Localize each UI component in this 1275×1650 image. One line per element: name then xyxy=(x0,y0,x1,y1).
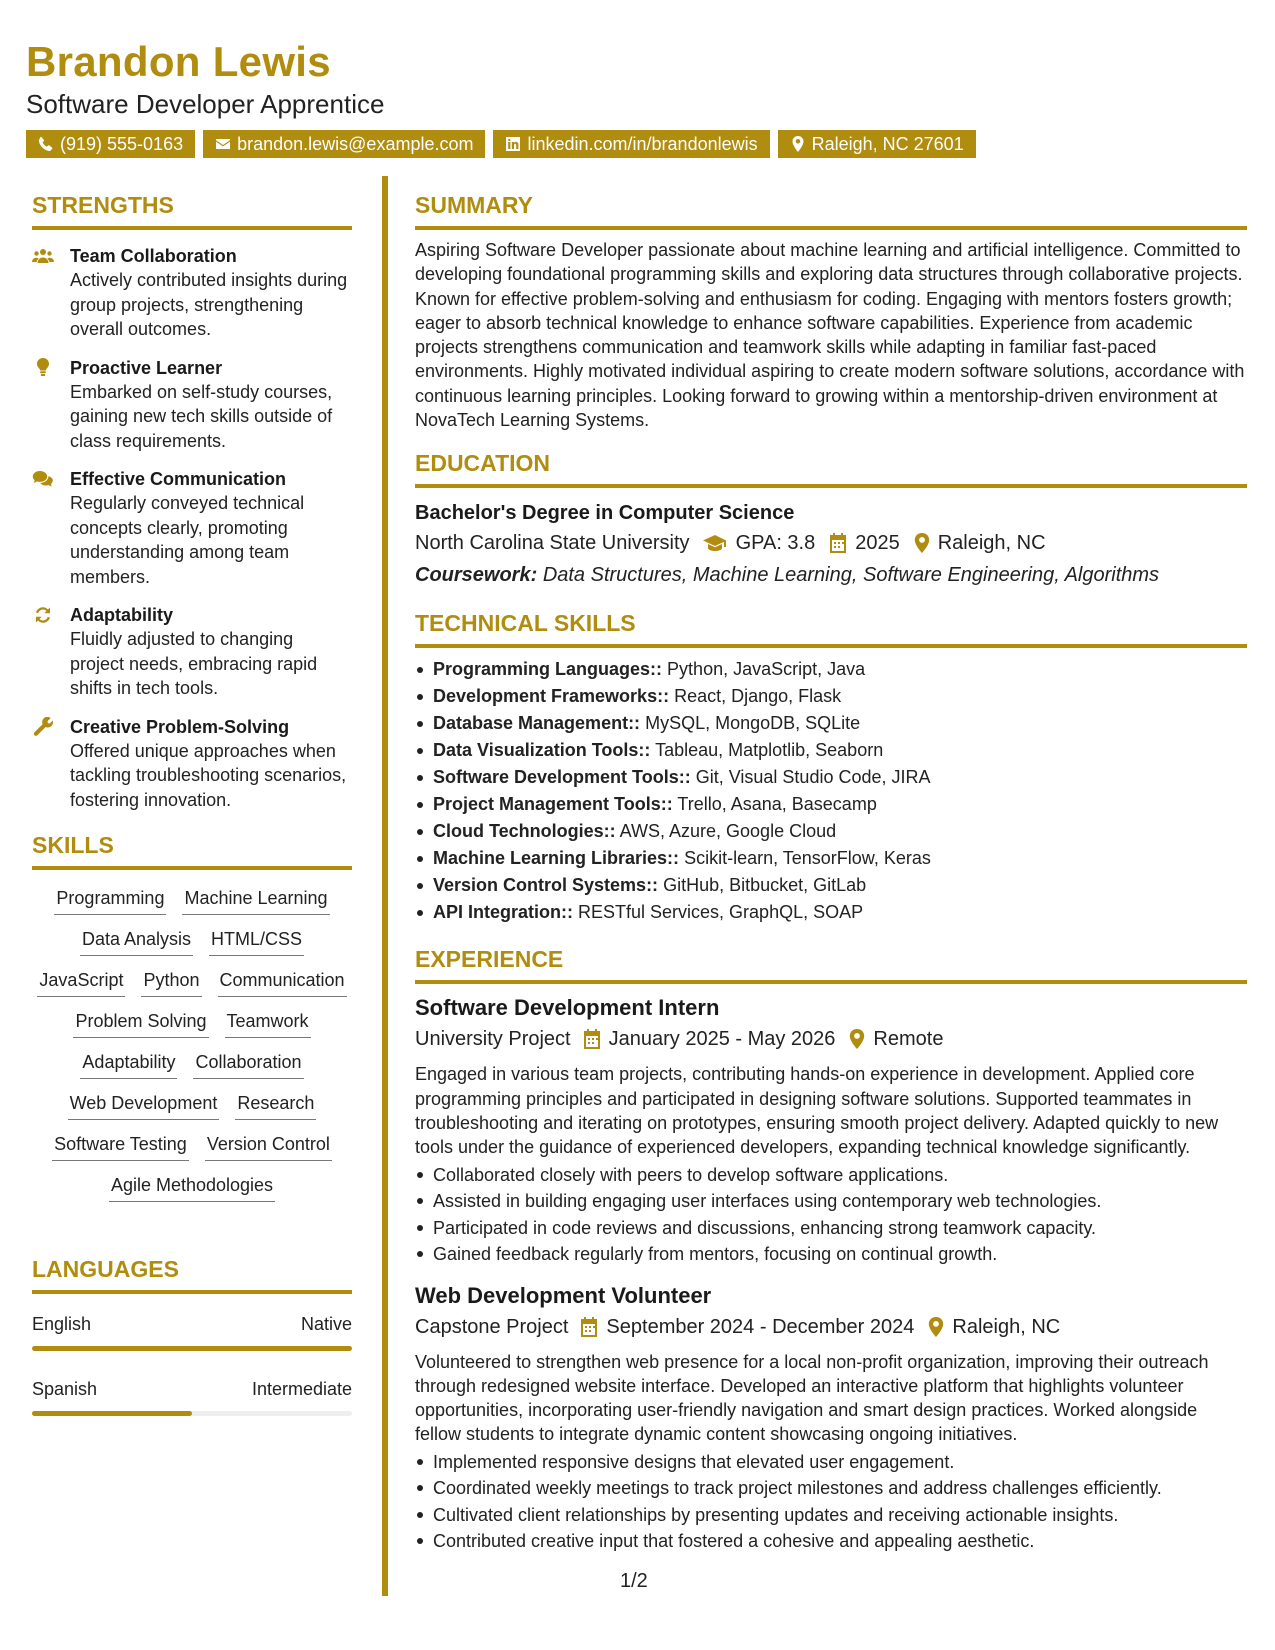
map-pin-icon xyxy=(790,136,806,152)
languages-section xyxy=(32,1254,352,1416)
contact-linkedin-text: linkedin.com/in/brandonlewis xyxy=(527,134,758,154)
technical-skill-value: GitHub, Bitbucket, GitLab xyxy=(663,875,867,896)
column-divider xyxy=(382,176,388,1596)
technical-skill-value: MySQL, MongoDB, SQLite xyxy=(645,713,861,734)
technical-skill-item xyxy=(415,791,1247,818)
strengths-section xyxy=(32,190,352,812)
strength-desc: Offered unique approaches when tackling troubleshooting scenarios, fostering innovation. xyxy=(70,740,347,810)
strength-title: Effective Communication xyxy=(70,469,287,489)
job-bullet: Coordinated weekly meetings to track project milestones and address challenges efficiently. xyxy=(415,1475,1247,1502)
technical-skill-label: Programming Languages:: xyxy=(433,659,663,680)
linkedin-icon xyxy=(505,136,521,152)
section-rule xyxy=(32,1290,352,1294)
calendar-icon xyxy=(580,1317,598,1337)
job-bullet: Implemented responsive designs that elevated user engagement. xyxy=(415,1449,1247,1476)
technical-skill-label: Database Management:: xyxy=(433,713,641,734)
graduation-cap-icon xyxy=(702,533,728,553)
skill-tag: Programming xyxy=(54,886,166,915)
strength-title: Creative Problem-Solving xyxy=(70,716,290,737)
technical-skill-item xyxy=(415,845,1247,872)
technical-skill-item xyxy=(415,683,1247,710)
technical-skill-label: Machine Learning Libraries:: xyxy=(433,848,680,869)
section-rule xyxy=(415,484,1247,488)
map-pin-icon xyxy=(914,533,930,553)
job-bullets xyxy=(415,1449,1247,1555)
language-name: English xyxy=(32,1314,92,1334)
technical-skill-value: Python, JavaScript, Java xyxy=(667,659,866,680)
technical-skill-value: React, Django, Flask xyxy=(674,686,842,707)
users-icon xyxy=(32,246,54,266)
strength-title: Team Collaboration xyxy=(70,246,237,266)
section-rule xyxy=(415,980,1247,984)
strength-title: Proactive Learner xyxy=(70,357,223,378)
technical-skill-item xyxy=(415,764,1247,791)
calendar-icon xyxy=(583,1029,601,1049)
section-rule xyxy=(415,226,1247,230)
technical-skill-item xyxy=(415,899,1247,926)
gpa: GPA: 3.8 xyxy=(735,532,816,555)
coursework-list: Data Structures, Machine Learning, Software Engineering, Algorithms xyxy=(542,564,1160,587)
job-bullet: Contributed creative input that fostered a cohesive and appealing aesthetic. xyxy=(415,1528,1247,1555)
strengths-list xyxy=(32,244,352,812)
right-column xyxy=(415,190,1247,1555)
language-level: Intermediate xyxy=(251,1379,352,1399)
job-bullet: Participated in code reviews and discussions, enhancing strong teamwork capacity. xyxy=(415,1215,1247,1242)
job-bullets xyxy=(415,1162,1247,1268)
skill-tag: Version Control xyxy=(205,1132,332,1161)
technical-skills-section xyxy=(415,608,1247,926)
technical-skill-value: Git, Visual Studio Code, JIRA xyxy=(695,767,931,788)
page-number: 1/2 xyxy=(620,1570,648,1592)
job-description: Engaged in various team projects, contributing hands-on experience in development. Applied core programming principles and participated in designing software solutions. Supported teammates in troubleshooting and iterating on prototypes, ensuring smooth project delivery. Adapted quickly to new tools under the guidance of experienced developers, expanding technical knowledge significantly. xyxy=(415,1064,1219,1158)
job-org: Capstone Project xyxy=(415,1315,569,1338)
technical-skill-item xyxy=(415,818,1247,845)
lightbulb-icon xyxy=(32,358,54,378)
job-title: Software Development Intern xyxy=(415,995,720,1021)
technical-skill-value: RESTful Services, GraphQL, SOAP xyxy=(578,902,864,923)
technical-skills-list xyxy=(415,656,1247,926)
contact-linkedin[interactable] xyxy=(493,130,769,158)
language-proficiency-fill xyxy=(32,1346,352,1351)
strength-item xyxy=(32,467,352,589)
job-bullet: Assisted in building engaging user interfaces using contemporary web technologies. xyxy=(415,1188,1247,1215)
job-bullet: Cultivated client relationships by presenting updates and receiving actionable insights. xyxy=(415,1502,1247,1529)
resume-header xyxy=(26,36,1256,158)
language-name: Spanish xyxy=(32,1379,98,1399)
technical-skill-value: AWS, Azure, Google Cloud xyxy=(619,821,837,842)
summary-section xyxy=(415,190,1247,432)
education-meta xyxy=(415,528,1247,558)
skill-tag: Python xyxy=(141,968,201,997)
job-bullet: Collaborated closely with peers to develop software applications. xyxy=(415,1162,1247,1189)
map-pin-icon xyxy=(849,1029,865,1049)
skill-tag: JavaScript xyxy=(37,968,125,997)
job-dates: September 2024 - December 2024 xyxy=(606,1315,915,1338)
technical-skill-item xyxy=(415,872,1247,899)
section-rule xyxy=(32,866,352,870)
skill-tag: Teamwork xyxy=(225,1009,311,1038)
map-pin-icon xyxy=(928,1317,944,1337)
technical-skill-label: Software Development Tools:: xyxy=(433,767,691,788)
skill-tag: Web Development xyxy=(68,1091,220,1120)
technical-skill-label: API Integration:: xyxy=(433,902,573,923)
section-title-education: EDUCATION xyxy=(415,450,551,477)
technical-skill-item xyxy=(415,710,1247,737)
strength-desc: Actively contributed insights during group projects, strengthening overall outcomes. xyxy=(70,270,348,339)
skills-section xyxy=(32,830,352,1202)
technical-skill-label: Development Frameworks:: xyxy=(433,686,670,707)
contact-location[interactable] xyxy=(778,130,976,158)
strength-desc: Regularly conveyed technical concepts clearly, promoting understanding among team members. xyxy=(70,493,305,587)
strength-item xyxy=(32,244,352,342)
section-rule xyxy=(415,644,1247,648)
language-item xyxy=(32,1377,352,1416)
experience-entry xyxy=(415,1282,1247,1555)
education-section xyxy=(415,448,1247,590)
section-title-languages: LANGUAGES xyxy=(32,1256,179,1282)
job-location: Remote xyxy=(873,1028,944,1051)
skill-tag: Software Testing xyxy=(52,1132,189,1161)
coursework xyxy=(415,560,1247,590)
skill-tag: Communication xyxy=(218,968,347,997)
language-item xyxy=(32,1312,352,1351)
job-bullet: Gained feedback regularly from mentors, focusing on continual growth. xyxy=(415,1241,1247,1268)
phone-icon xyxy=(38,136,54,152)
summary-text: Aspiring Software Developer passionate about machine learning and artificial intelligence. Committed to developing foundational programming skills and exploring data structures through collaborative projects. Known for effective problem-solving and enthusiasm for coding. Engaging with mentors fosters growth; eager to absorb technical knowledge to enhance software capabilities. Experience from academic projects strengthens communication and teamwork skills while adapting in familiar fast-paced environments. Highly motivated individual aspiring to create modern software solutions, accordance with continuous learning principles. Looking forward to growing within a mentorship-driven environment at NovaTech Learning Systems. xyxy=(415,240,1245,431)
skills-list xyxy=(32,886,352,1202)
technical-skill-label: Data Visualization Tools:: xyxy=(433,740,651,761)
skill-tag: Research xyxy=(235,1091,316,1120)
strength-item xyxy=(32,603,352,701)
technical-skill-item xyxy=(415,737,1247,764)
job-org: University Project xyxy=(415,1028,571,1051)
job-description: Volunteered to strengthen web presence for a local non-profit organization, improving their outreach through redesigned website interface. Developed an interactive platform that highlights volunteer opportunities, incorporating user-friendly navigation and smart design practices. Worked alongside fellow students to integrate dynamic content showcasing ongoing initiatives. xyxy=(415,1351,1209,1445)
section-title-experience: EXPERIENCE xyxy=(415,946,564,973)
skill-tag: Collaboration xyxy=(193,1050,303,1079)
calendar-icon xyxy=(829,533,847,553)
strength-desc: Fluidly adjusted to changing project needs, embracing rapid shifts in tech tools. xyxy=(70,629,318,698)
technical-skill-item xyxy=(415,656,1247,683)
school-name: North Carolina State University xyxy=(415,532,690,555)
job-location: Raleigh, NC xyxy=(952,1315,1061,1338)
language-level: Native xyxy=(300,1314,352,1334)
strength-desc: Embarked on self-study courses, gaining new tech skills outside of class requirements. xyxy=(70,381,333,451)
skill-tag: Machine Learning xyxy=(182,886,329,915)
strength-item xyxy=(32,356,352,454)
job-title: Web Development Volunteer xyxy=(415,1282,712,1308)
language-proficiency-fill xyxy=(32,1411,192,1416)
technical-skill-value: Scikit-learn, TensorFlow, Keras xyxy=(684,848,931,869)
candidate-name: Brandon Lewis xyxy=(26,38,331,85)
language-proficiency-bar xyxy=(32,1411,352,1416)
skill-tag: HTML/CSS xyxy=(209,927,304,956)
skill-tag: Problem Solving xyxy=(73,1009,208,1038)
graduation-year: 2025 xyxy=(855,532,900,555)
contact-phone[interactable] xyxy=(26,130,195,158)
wrench-icon xyxy=(32,717,54,737)
strength-title: Adaptability xyxy=(70,605,174,625)
job-dates: January 2025 - May 2026 xyxy=(608,1028,836,1051)
education-location: Raleigh, NC xyxy=(937,532,1046,555)
experience-section xyxy=(415,944,1247,1554)
degree-title: Bachelor's Degree in Computer Science xyxy=(415,502,795,525)
contact-email[interactable] xyxy=(203,130,485,158)
envelope-icon xyxy=(215,136,231,152)
section-title-strengths: STRENGTHS xyxy=(32,192,174,218)
contact-phone-text: (919) 555-0163 xyxy=(60,134,184,154)
contact-location-text: Raleigh, NC 27601 xyxy=(811,134,964,154)
job-title-heading: Software Developer Apprentice xyxy=(26,89,385,119)
section-rule xyxy=(32,226,352,230)
comments-icon xyxy=(32,469,54,489)
experience-entry xyxy=(415,994,1247,1267)
section-title-summary: SUMMARY xyxy=(415,192,533,218)
contact-email-text: brandon.lewis@example.com xyxy=(237,134,474,154)
skill-tag: Adaptability xyxy=(80,1050,177,1079)
skill-tag: Agile Methodologies xyxy=(109,1173,275,1202)
technical-skill-label: Cloud Technologies:: xyxy=(433,821,616,842)
technical-skill-label: Project Management Tools:: xyxy=(433,794,673,815)
job-meta xyxy=(415,1312,1247,1342)
job-meta xyxy=(415,1024,1247,1054)
technical-skill-label: Version Control Systems:: xyxy=(433,875,659,896)
section-title-skills: SKILLS xyxy=(32,832,114,858)
section-title-technical-skills: TECHNICAL SKILLS xyxy=(415,610,636,637)
sync-icon xyxy=(32,605,54,625)
language-proficiency-bar xyxy=(32,1346,352,1351)
skill-tag: Data Analysis xyxy=(80,927,193,956)
coursework-label: Coursework: xyxy=(415,564,538,587)
technical-skill-value: Trello, Asana, Basecamp xyxy=(677,794,877,815)
strength-item xyxy=(32,715,352,813)
technical-skill-value: Tableau, Matplotlib, Seaborn xyxy=(655,740,884,761)
left-column xyxy=(32,190,352,1416)
contact-bar xyxy=(26,130,1256,158)
